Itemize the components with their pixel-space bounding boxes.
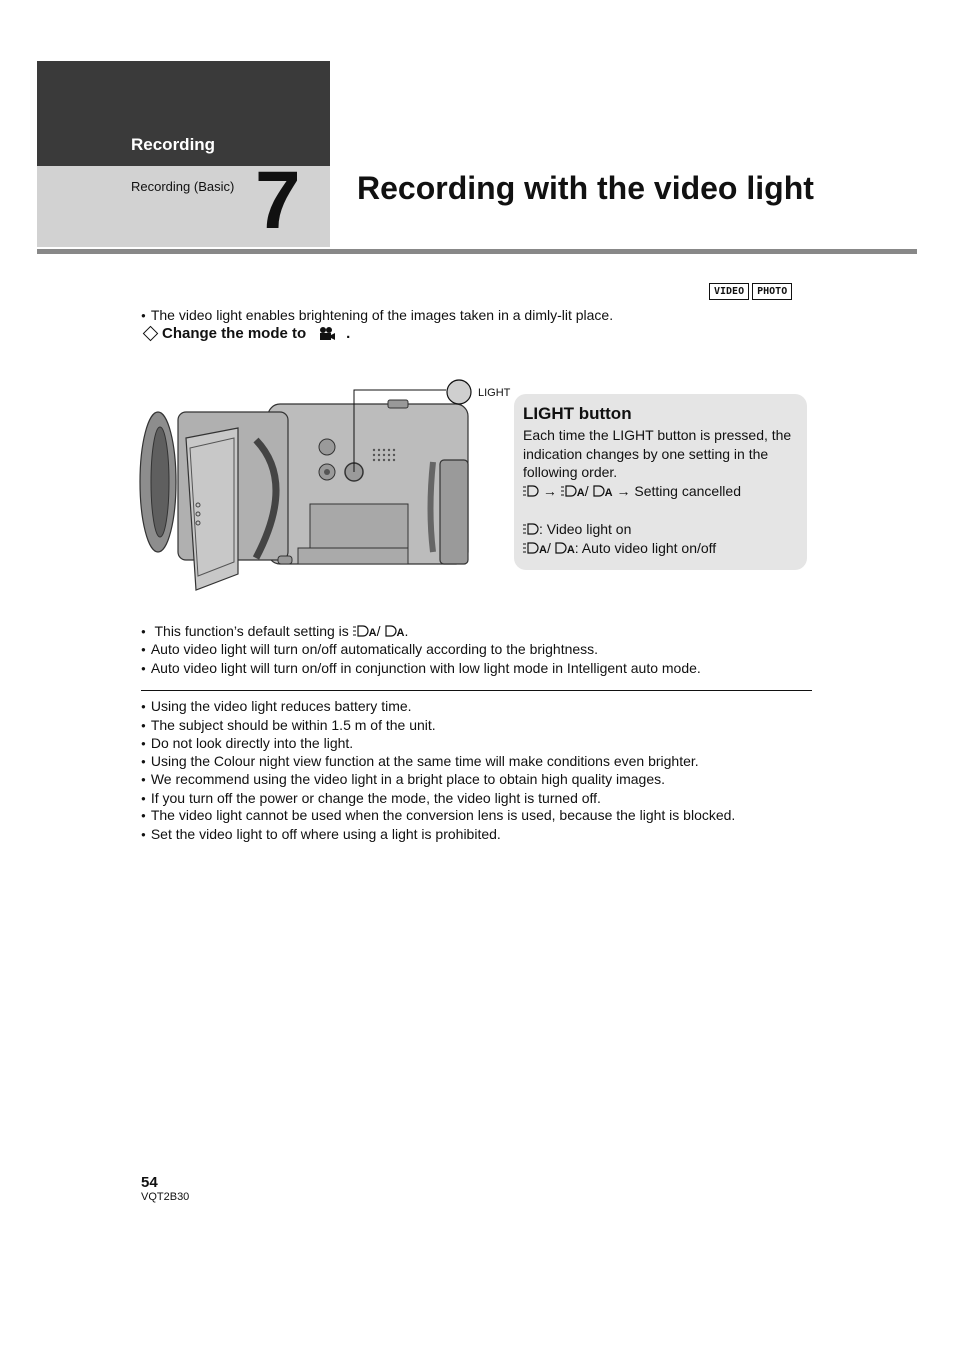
mode-badges <box>709 283 792 300</box>
mode-badge-photo: PHOTO <box>752 283 792 300</box>
setting-sequence: → A/ A → Setting cancelled <box>523 482 798 503</box>
caution-item: ● The subject should be within 1.5 m of the unit. <box>141 716 436 737</box>
change-mode-text: Change the mode to <box>162 325 307 342</box>
camcorder-diagram <box>138 372 518 594</box>
caution-item: ● We recommend using the video light in a bright place to obtain high quality images. <box>141 770 665 791</box>
callout-title: LIGHT button <box>523 404 632 423</box>
light-button-label: LIGHT <box>478 387 511 399</box>
caution-item: ● Using the Colour night view function at the same time will make conditions even brighter. <box>141 752 699 773</box>
caution-item: ● Using the video light reduces battery time. <box>141 697 412 718</box>
default-setting-note: ● This function’s default setting is A/ A. <box>141 622 408 643</box>
caution-item: ● Do not look directly into the light. <box>141 734 353 755</box>
change-mode-instruction <box>141 325 350 342</box>
video-light-on-icon <box>523 523 539 535</box>
section-tab <box>37 61 330 166</box>
auto-light-off-icon <box>381 625 397 637</box>
subsection-label: Recording (Basic) <box>131 179 235 194</box>
video-light-on-icon <box>523 485 539 497</box>
auto-light-on-icon <box>353 625 369 637</box>
auto-light-off-icon <box>589 485 605 497</box>
document-code: VQT2B30 <box>141 1191 190 1203</box>
subsection-tab <box>37 155 330 247</box>
intro-text: ● The video light enables brightening of the images taken in a dimly-lit place. <box>141 306 613 327</box>
title-rule <box>37 249 917 254</box>
diamond-icon <box>143 326 159 342</box>
caution-item: ● The video light cannot be used when the conversion lens is used, because the light is blocked. <box>141 806 735 827</box>
caution-item: ● Set the video light to off where using a light is prohibited. <box>141 825 501 846</box>
caution-item: ● If you turn off the power or change the mode, the video light is turned off. <box>141 789 601 810</box>
callout-body: Each time the LIGHT button is pressed, the indication changes by one setting in the following order. <box>523 427 792 480</box>
section-divider <box>141 690 812 691</box>
auto-light-off-icon <box>551 542 567 554</box>
auto-light-on-icon <box>561 485 577 497</box>
legend-video-light-on: : Video light on <box>523 520 798 539</box>
note-item: ● Auto video light will turn on/off in conjunction with low light mode in Intelligent auto mode. <box>141 659 701 680</box>
auto-light-on-icon <box>523 542 539 554</box>
sequence-end: Setting cancelled <box>634 482 741 499</box>
section-label: Recording <box>131 135 216 154</box>
video-camera-icon <box>318 326 336 342</box>
note-item: ● Auto video light will turn on/off automatically according to the brightness. <box>141 640 598 661</box>
legend-auto-light: A/ A: Auto video light on/off <box>523 539 798 560</box>
mode-badge-video: VIDEO <box>709 283 749 300</box>
page-number: 54 <box>141 1174 158 1191</box>
chapter-number: 7 <box>255 155 301 246</box>
page-title: Recording with the video light <box>357 170 814 206</box>
change-mode-end: . <box>346 325 351 342</box>
light-button-callout <box>514 394 807 570</box>
